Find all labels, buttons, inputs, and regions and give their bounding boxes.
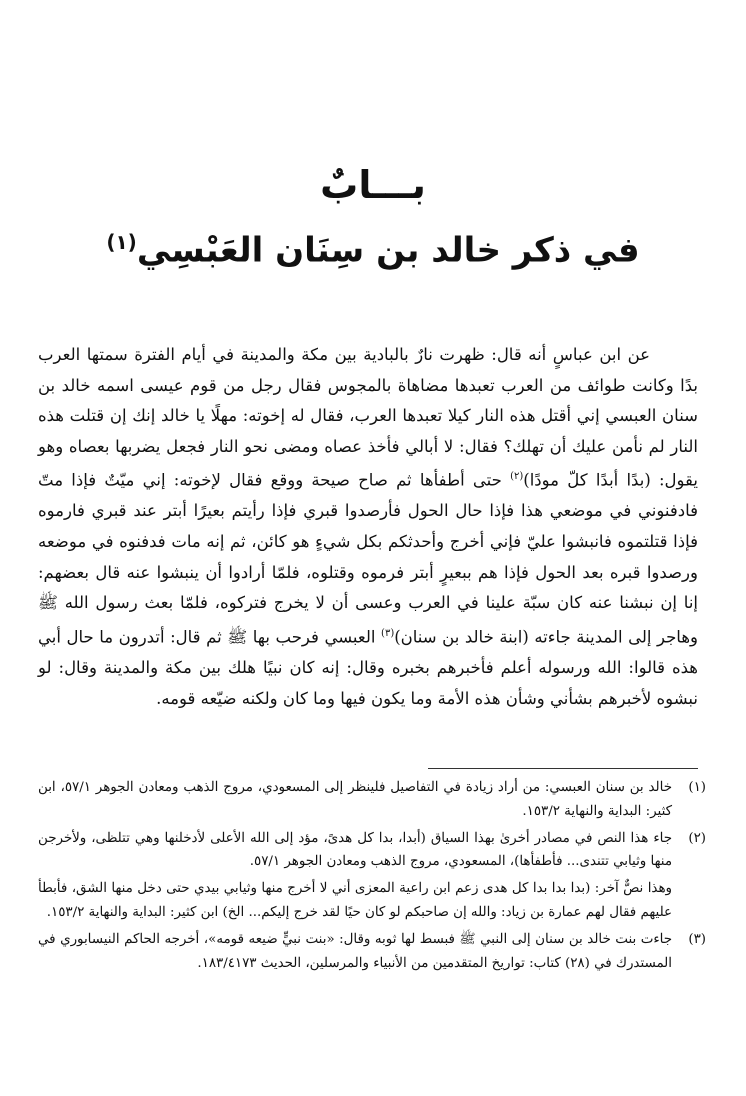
chapter-heading — [0, 160, 746, 278]
body-text-part-3: العبسي فرحب بها ﷺ ثم قال: أتدرون ما حال أبي هذه قالوا: الله ورسوله أعلم فأخبرهم بخبره وقال: إنه كان نبيًا هلك بين مكة والمدينة وقال: لو نبشوه لأخبرهم بشأني وشأن هذه الأمة وما يكون فيها وما كان ولكنه ضيّعه قومه. — [38, 627, 698, 708]
footnote-item — [38, 827, 706, 875]
footnote-separator — [428, 768, 698, 769]
footnote-text: جاءت بنت خالد بن سنان إلى النبي ﷺ فبسط لها ثوبه وقال: «بنت نبيٍّ ضيعه قومه»، أخرجه الحاكم النيسابوري في المستدرك في (٢٨) كتاب: تواريخ المتقدمين من الأنبياء والمرسلين، الحديث ١٨٣/٤١٧٣. — [38, 931, 672, 971]
body-text-part-2: حتى أطفأها ثم صاح صيحة ووقع فقال لإخوته: إني ميّتٌ فإذا متّ فادفنوني في موضعي هذا فإذا حال الحول فأرصدوا قبري فإذا رأيتم بعيرًا أبتر عند قبري فارموه فإذا قتلتموه فانبشوا عليّ فإني أخرج وأحدثكم بكل شيءٍ هو كائن، ثم إنه مات فدفنوه في موضعه ورصدوا قبره بعد الحول فإذا هم ببعيرٍ أبتر فرموه وقتلوه، فلمّا أرادوا أن ينبشوا عنه قال بعضهم: إنا إن نبشنا عنه كان سبّة علينا في العرب وعسى أن لا يخرج فتركوه، فلمّا بعث رسول الله ﷺ وهاجر إلى المدينة جاءته (ابنة خالد بن سنان) — [38, 470, 698, 647]
footnote-ref-2: (٢) — [510, 471, 524, 483]
footnote-ref-3: (٣) — [381, 627, 395, 639]
footnote-item — [38, 928, 706, 976]
body-text — [38, 340, 698, 714]
footnotes — [38, 776, 706, 978]
body-text-part-1: عن ابن عباسٍ أنه قال: ظهرت نارٌ بالبادية بين مكة والمدينة في أيام الفترة سمتها العرب بدًا وكانت طوائف من العرب تعبدها مضاهاة بالمجوس فقال رجل من قوم عيسى اسمه خالد بن سنان العبسي إني أقتل هذه النار كيلا تعبدها العرب، فقال له إخوته: مهلًا يا خالد إنك إن قتلت هذه النار لم نأمن عليك أن تهلك؟ فقال: لا أبالي فأخذ عصاه ومضى نحو النار فجعل يضربها بعصاه وهو يقول: (بدًا أبدًا كلّ مودًا) — [38, 345, 698, 490]
chapter-title-footnote-ref: (١) — [106, 230, 137, 254]
footnote-number: (٣) — [688, 931, 706, 947]
body-paragraph — [38, 340, 698, 714]
footnote-number: (٢) — [688, 830, 706, 846]
footnote-text: جاء هذا النص في مصادر أخرىٰ بهذا السياق (أبدا، بدا كل هدىً، مؤد إلى الله الأعلى لأدخلنها وهي تتلظى، ولأخرجن منها وثيابي تتندى... فأطفأها)، المسعودي، مروج الذهب ومعادن الجوهر ٥٧/١. — [38, 830, 672, 870]
footnote-text: خالد بن سنان العبسي: من أراد زيادة في التفاصيل فلينظر إلى المسعودي، مروج الذهب ومعادن الجوهر ٥٧/١، ابن كثير: البداية والنهاية ١٥٣/٢. — [38, 780, 672, 819]
footnote-item — [38, 776, 706, 824]
chapter-title-text: في ذكر خالد بن سِنَان العَبْسِي — [136, 230, 640, 271]
footnote-continuation: وهذا نصٌّ آخر: (بدا بدا بدا كل هدى زعم ابن راعية المعزى أني لا أخرج منها وثيابي بيدي حتى دخل منها الشق، فأبطأ عليهم فقال لهم عمارة بن زياد: والله إن صاحبكم لو كان حيًا لقد خرج إليكم... الخ) ابن كثير: البداية والنهاية ١٥٣/٢. — [38, 881, 672, 920]
chapter-word: بـــابٌ — [320, 163, 426, 207]
footnote-number: (١) — [688, 780, 706, 795]
chapter-title — [0, 214, 746, 278]
